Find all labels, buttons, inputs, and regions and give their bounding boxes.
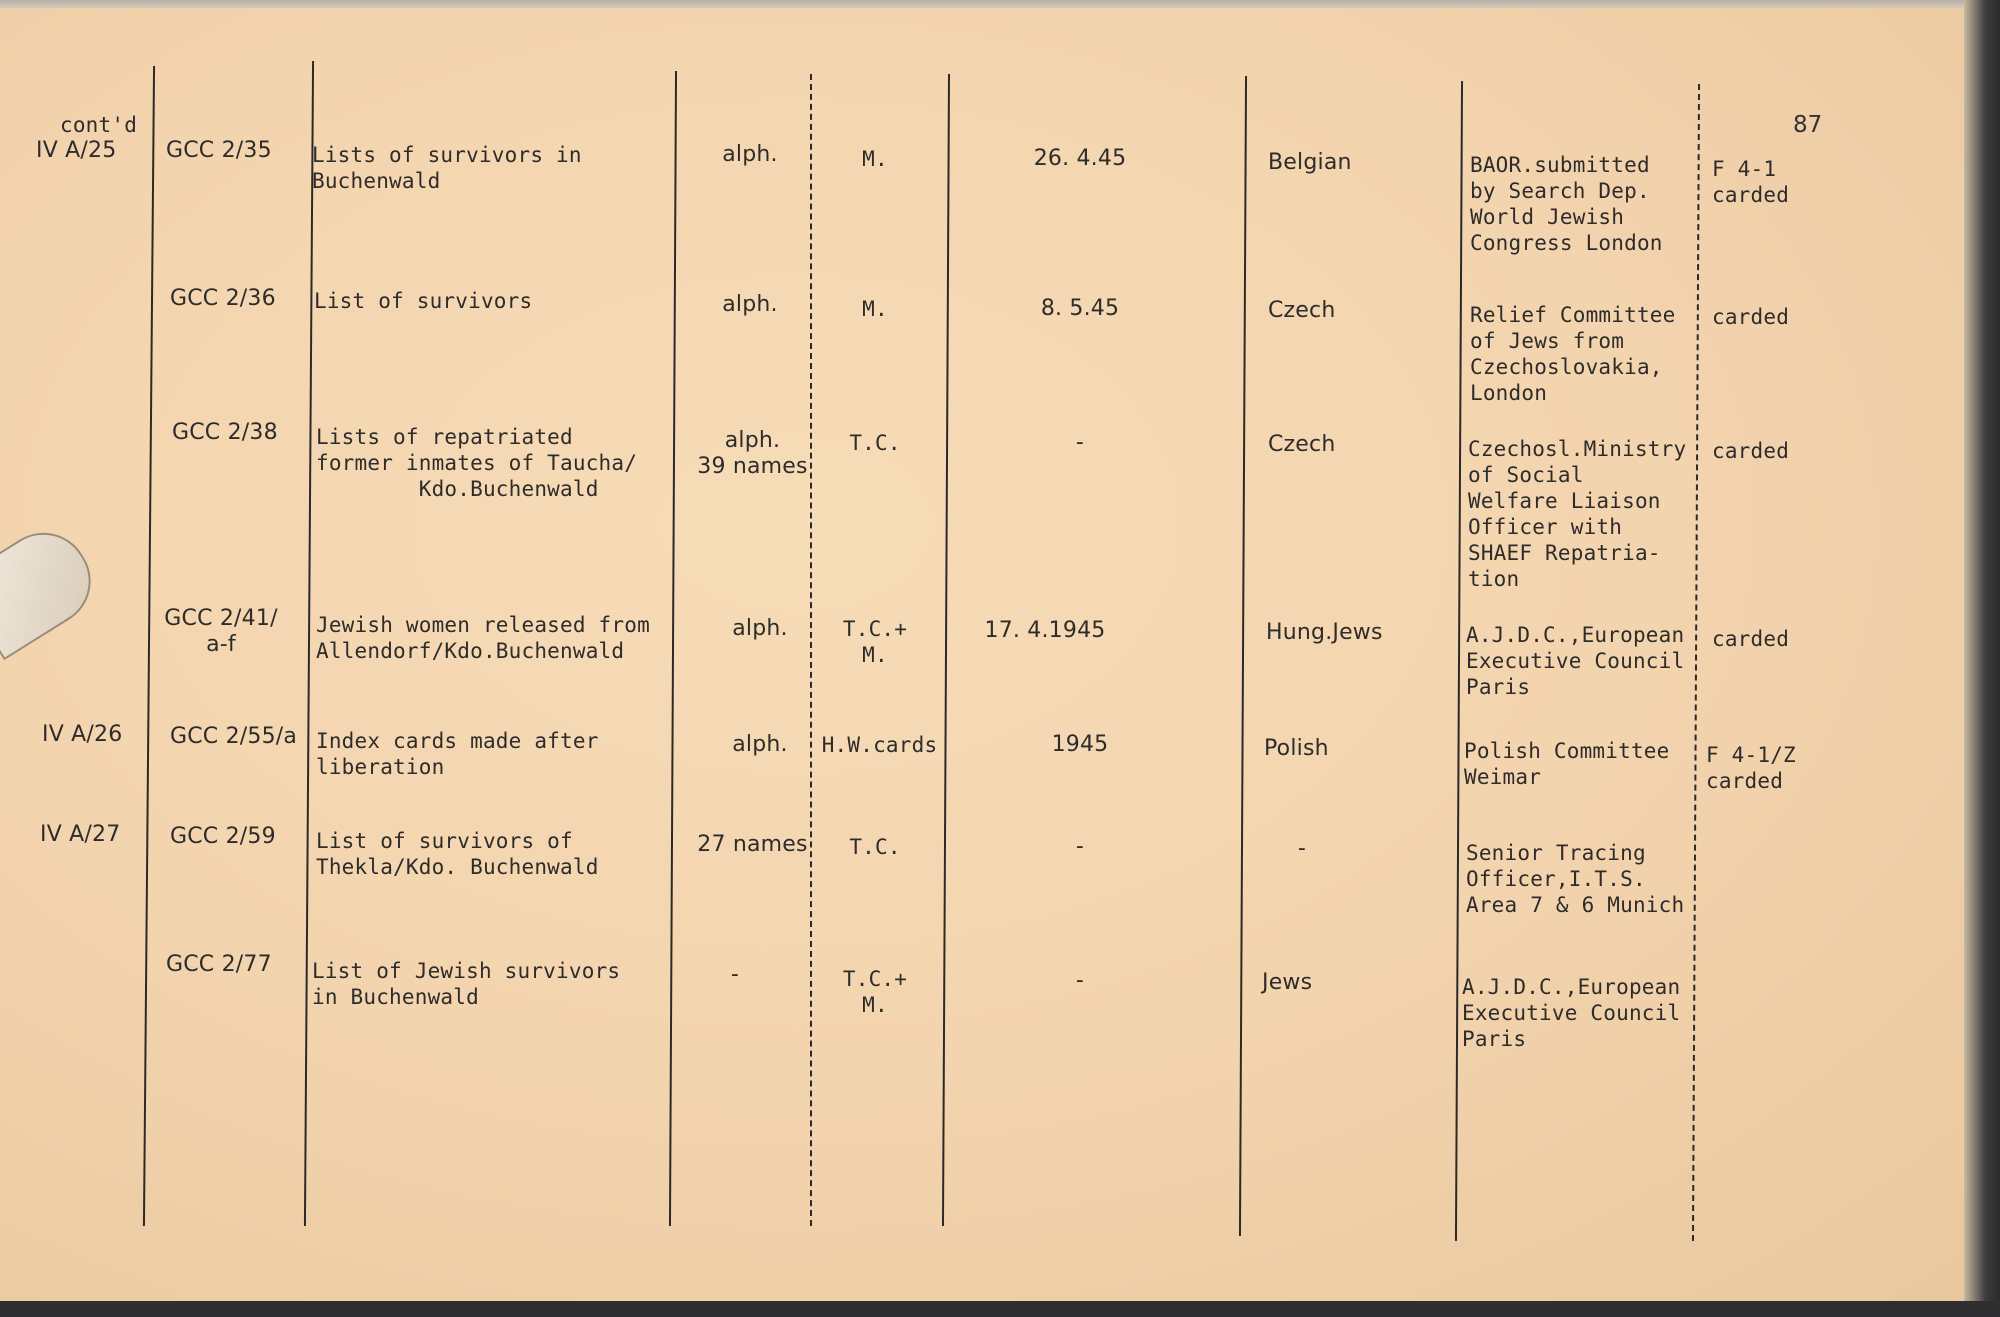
- column-rule: [1239, 76, 1247, 1236]
- row-code: GCC 2/59: [170, 824, 276, 849]
- row-title: Jewish women released from Allendorf/Kdo.Buchenwald: [316, 613, 650, 663]
- column-rule: [143, 66, 155, 1226]
- row-title: Lists of repatriated former inmates of Taucha/ Kdo.Buchenwald: [316, 425, 638, 501]
- row-source: Polish Committee Weimar: [1464, 739, 1670, 789]
- row-arrangement: alph.: [722, 142, 778, 167]
- index-card-page: [0, 6, 1990, 1302]
- column-rule: [669, 71, 677, 1226]
- row-remarks: carded: [1712, 439, 1790, 463]
- column-rule: [1455, 81, 1463, 1241]
- row-nationality: Polish: [1264, 736, 1329, 761]
- row-nationality: Hung.Jews: [1266, 620, 1383, 645]
- page-number: 87: [1793, 112, 1823, 138]
- row-nationality: Belgian: [1268, 150, 1352, 175]
- row-type: T.C.+ M.: [842, 967, 908, 1017]
- row-arrangement: alph.: [722, 292, 778, 317]
- row-code: GCC 2/77: [166, 952, 272, 977]
- row-code: GCC 2/55/a: [170, 724, 298, 749]
- row-title: List of survivors of Thekla/Kdo. Buchenwald: [316, 829, 599, 879]
- row-arrangement: alph.: [732, 732, 788, 757]
- row-ref: IV A/26: [42, 722, 123, 747]
- row-date: 17. 4.1945: [984, 618, 1106, 643]
- row-source: Senior Tracing Officer,I.T.S. Area 7 & 6 Munich: [1466, 841, 1685, 917]
- row-remarks: carded: [1712, 627, 1790, 651]
- column-rule: [304, 61, 314, 1226]
- column-rule: [810, 74, 812, 1226]
- row-code: GCC 2/38: [172, 420, 278, 445]
- row-type: M.: [862, 297, 888, 321]
- row-source: Relief Committee of Jews from Czechoslovakia, London: [1470, 303, 1676, 405]
- row-nationality: Jews: [1262, 970, 1313, 995]
- row-source: BAOR.submitted by Search Dep. World Jewish Congress London: [1470, 153, 1663, 255]
- row-code: GCC 2/36: [170, 286, 276, 311]
- row-type: M.: [862, 147, 888, 171]
- row-source: A.J.D.C.,European Executive Council Paris: [1462, 975, 1681, 1051]
- row-ref: IV A/27: [40, 822, 121, 847]
- row-type: T.C.: [849, 431, 901, 455]
- row-code: GCC 2/35: [166, 138, 272, 163]
- page-right-edge: [1964, 0, 2000, 1317]
- row-title: List of survivors: [314, 289, 533, 313]
- row-remarks: F 4-1/Z carded: [1706, 743, 1796, 793]
- row-nationality: Czech: [1268, 432, 1336, 457]
- row-date: -: [1075, 430, 1085, 455]
- row-type: H.W.cards: [821, 733, 938, 757]
- row-remarks: F 4-1 carded: [1712, 157, 1790, 207]
- row-arrangement: 27 names: [697, 832, 808, 857]
- folder-tab: [0, 516, 108, 660]
- row-arrangement: alph. 39 names: [697, 428, 808, 479]
- row-type: T.C.+ M.: [842, 617, 908, 667]
- row-nationality: -: [1297, 836, 1307, 861]
- page-top-edge: [0, 0, 2000, 8]
- row-title: List of Jewish survivors in Buchenwald: [312, 959, 621, 1009]
- row-code: GCC 2/41/ a-f: [164, 606, 278, 657]
- row-nationality: Czech: [1268, 298, 1336, 323]
- continued-label: cont'd: [60, 113, 138, 137]
- row-date: 26. 4.45: [1033, 146, 1127, 171]
- column-rule: [942, 74, 950, 1226]
- column-rule: [1692, 84, 1700, 1241]
- row-date: 1945: [1051, 732, 1109, 757]
- row-arrangement: alph.: [732, 616, 788, 641]
- row-source: A.J.D.C.,European Executive Council Paris: [1466, 623, 1685, 699]
- row-arrangement: -: [730, 962, 740, 987]
- row-ref: IV A/25: [36, 138, 117, 163]
- row-title: Index cards made after liberation: [316, 729, 599, 779]
- row-date: 8. 5.45: [1040, 296, 1120, 321]
- row-type: T.C.: [849, 835, 901, 859]
- row-source: Czechosl.Ministry of Social Welfare Liaison Officer with SHAEF Repatria- tion: [1468, 437, 1687, 591]
- row-remarks: carded: [1712, 305, 1790, 329]
- row-date: -: [1075, 834, 1085, 859]
- page-bottom-edge: [0, 1301, 2000, 1317]
- row-date: -: [1075, 968, 1085, 993]
- row-title: Lists of survivors in Buchenwald: [312, 143, 582, 193]
